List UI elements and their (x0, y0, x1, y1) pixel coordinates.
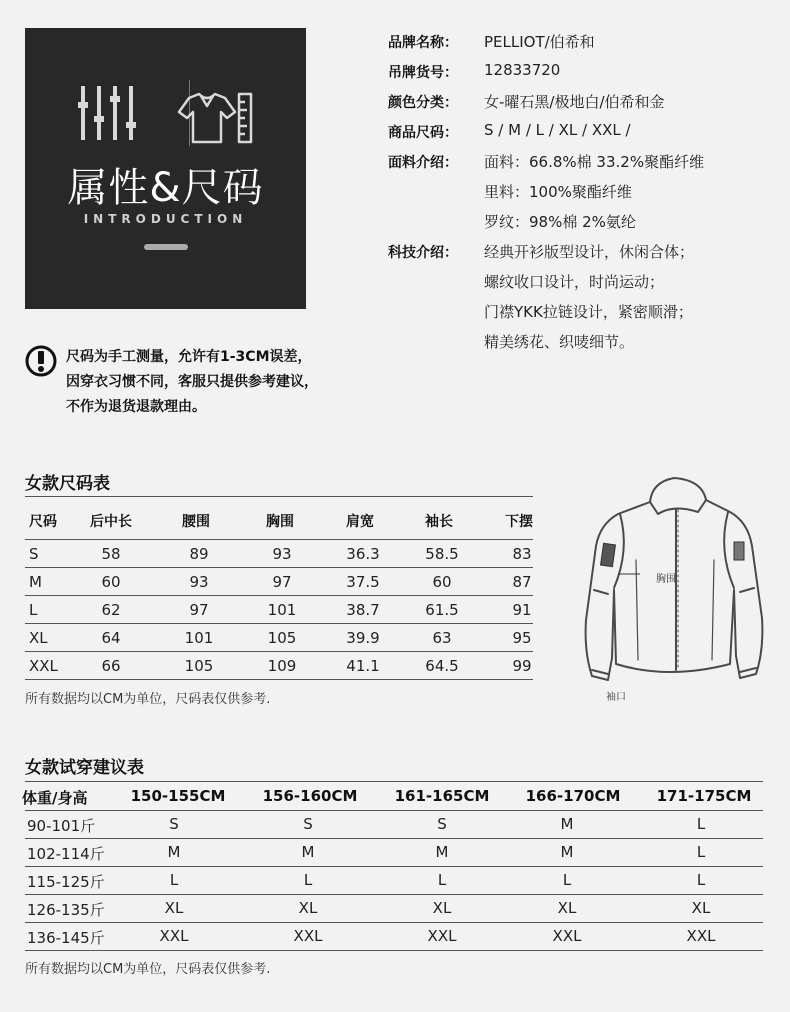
spec-label-tech: 科技介绍： (388, 245, 458, 261)
spec-value-fabric-outer: 面料：66.8%棉 33.2%聚酯纤维 (484, 153, 705, 171)
spec-label-color: 颜色分类： (388, 95, 458, 111)
spec-label-sku: 吊牌货号： (388, 65, 458, 81)
table-cell: 38.7 (346, 601, 380, 619)
warning-icon (25, 345, 57, 377)
size-table-rule (25, 679, 533, 680)
table-cell: S (303, 815, 313, 833)
header-height-156: 156-160CM (262, 787, 358, 805)
table-cell: 101 (267, 601, 297, 619)
table-cell: 83 (512, 545, 532, 563)
table-cell: 126-135斤 (27, 901, 105, 919)
table-cell: S (169, 815, 179, 833)
table-cell: 39.9 (346, 629, 380, 647)
equalizer-icon (77, 82, 137, 144)
notice-line-1: 尺码为手工测量，允许有1-3CM误差， (66, 349, 312, 365)
banner-title: 属性&尺码 (67, 165, 264, 211)
table-cell: M (560, 815, 574, 833)
spec-value-tech-4: 精美绣花、织唛细节。 (484, 333, 635, 351)
table-cell: 36.3 (346, 545, 380, 563)
spec-value-fabric-lining: 里料：100%聚酯纤维 (484, 183, 632, 201)
notice-line-2: 因穿衣习惯不同，客服只提供参考建议， (66, 374, 318, 390)
table-cell: 63 (432, 629, 452, 647)
table-cell: XXL (552, 927, 582, 945)
attribute-size-banner (25, 28, 306, 309)
table-cell: 136-145斤 (27, 929, 105, 947)
table-cell: 64.5 (425, 657, 459, 675)
spec-label-brand: 品牌名称： (388, 35, 458, 51)
notice-line-3: 不作为退货退款理由。 (66, 399, 206, 415)
table-cell: 61.5 (425, 601, 459, 619)
table-cell: XXL (686, 927, 716, 945)
cuff-label: 袖口 (606, 692, 626, 703)
header-height-171: 171-175CM (656, 787, 752, 805)
table-cell: 97 (189, 601, 209, 619)
table-cell: S (437, 815, 447, 833)
size-table-rule (25, 651, 533, 652)
table-cell: L (696, 871, 706, 889)
table-cell: 91 (512, 601, 532, 619)
header-back-length: 后中长 (90, 514, 132, 530)
table-cell: 87 (512, 573, 532, 591)
table-cell: XL (691, 899, 711, 917)
table-cell: 93 (272, 545, 292, 563)
table-cell: L (696, 843, 706, 861)
table-cell: L (29, 601, 38, 619)
spec-value-tech-2: 螺纹收口设计，时尚运动； (484, 273, 665, 291)
shirt-icon (177, 88, 255, 148)
fit-table-top-rule (25, 781, 763, 782)
table-cell: L (169, 871, 179, 889)
fit-table-rule (25, 950, 763, 951)
header-waist: 腰围 (182, 514, 210, 530)
header-height-166: 166-170CM (525, 787, 621, 805)
spec-value-size: S / M / L / XL / XXL / (484, 121, 631, 139)
table-cell: 90-101斤 (27, 817, 96, 835)
header-height-150: 150-155CM (130, 787, 226, 805)
spec-value-color: 女-曜石黑/极地白/伯希和金 (484, 93, 665, 111)
spec-value-tech-3: 门襟YKK拉链设计，紧密顺滑； (484, 303, 693, 321)
table-cell: 37.5 (346, 573, 380, 591)
table-cell: 58 (101, 545, 121, 563)
header-weight-height: 体重/身高 (22, 789, 88, 807)
size-table-rule (25, 567, 533, 568)
table-cell: S (29, 545, 39, 563)
spec-label-size: 商品尺码： (388, 125, 458, 141)
table-cell: XXL (159, 927, 189, 945)
table-cell: 115-125斤 (27, 873, 105, 891)
header-hem: 下摆 (505, 514, 533, 530)
table-cell: 97 (272, 573, 292, 591)
banner-subtitle: INTRODUCTION (83, 212, 248, 226)
table-cell: 64 (101, 629, 121, 647)
table-cell: XXL (427, 927, 457, 945)
table-cell: M (301, 843, 315, 861)
table-cell: XXL (293, 927, 323, 945)
table-cell: M (29, 573, 42, 591)
table-cell: 105 (267, 629, 297, 647)
table-cell: M (167, 843, 181, 861)
table-cell: XL (298, 899, 318, 917)
size-table-rule (25, 595, 533, 596)
table-cell: XL (29, 629, 48, 647)
table-cell: L (437, 871, 447, 889)
spec-value-brand: PELLIOT/伯希和 (484, 33, 595, 51)
size-table-top-rule (25, 496, 533, 497)
table-cell: XL (557, 899, 577, 917)
table-cell: 89 (189, 545, 209, 563)
table-cell: 102-114斤 (27, 845, 105, 863)
header-size: 尺码 (29, 514, 57, 530)
header-sleeve: 袖长 (425, 514, 453, 530)
table-cell: 60 (101, 573, 121, 591)
fit-table-rule (25, 866, 763, 867)
table-cell: 58.5 (425, 545, 459, 563)
table-cell: 101 (184, 629, 214, 647)
table-cell: 109 (267, 657, 297, 675)
jacket-diagram (578, 470, 768, 702)
size-table-note: 所有数据均以CM为单位，尺码表仅供参考. (25, 692, 271, 707)
header-height-161: 161-165CM (394, 787, 490, 805)
table-cell: L (303, 871, 313, 889)
table-cell: 41.1 (346, 657, 380, 675)
size-table-title: 女款尺码表 (25, 474, 110, 494)
header-shoulder: 肩宽 (346, 514, 374, 530)
fit-table-rule (25, 894, 763, 895)
fit-table-rule (25, 838, 763, 839)
table-cell: 93 (189, 573, 209, 591)
size-table-rule (25, 623, 533, 624)
table-cell: M (435, 843, 449, 861)
fit-table-title: 女款试穿建议表 (25, 758, 144, 778)
spec-value-tech-1: 经典开衫版型设计，休闲合体； (484, 243, 695, 261)
fit-table-rule (25, 922, 763, 923)
banner-underline (144, 244, 188, 250)
table-cell: 66 (101, 657, 121, 675)
table-cell: M (560, 843, 574, 861)
table-cell: 105 (184, 657, 214, 675)
table-cell: 99 (512, 657, 532, 675)
spec-value-fabric-rib: 罗纹：98%棉 2%氨纶 (484, 213, 636, 231)
spec-value-sku: 12833720 (484, 61, 561, 79)
table-cell: XXL (29, 657, 58, 675)
table-cell: XL (432, 899, 452, 917)
spec-label-fabric: 面料介绍： (388, 155, 458, 171)
table-cell: XL (164, 899, 184, 917)
table-cell: L (696, 815, 706, 833)
table-cell: 62 (101, 601, 121, 619)
fit-table-note: 所有数据均以CM为单位，尺码表仅供参考. (25, 962, 271, 977)
header-chest: 胸围 (266, 514, 294, 530)
table-cell: 95 (512, 629, 532, 647)
table-cell: 60 (432, 573, 452, 591)
fit-table-rule (25, 810, 763, 811)
chest-label: 胸围 (656, 574, 676, 585)
table-cell: L (562, 871, 572, 889)
size-table-rule (25, 539, 533, 540)
